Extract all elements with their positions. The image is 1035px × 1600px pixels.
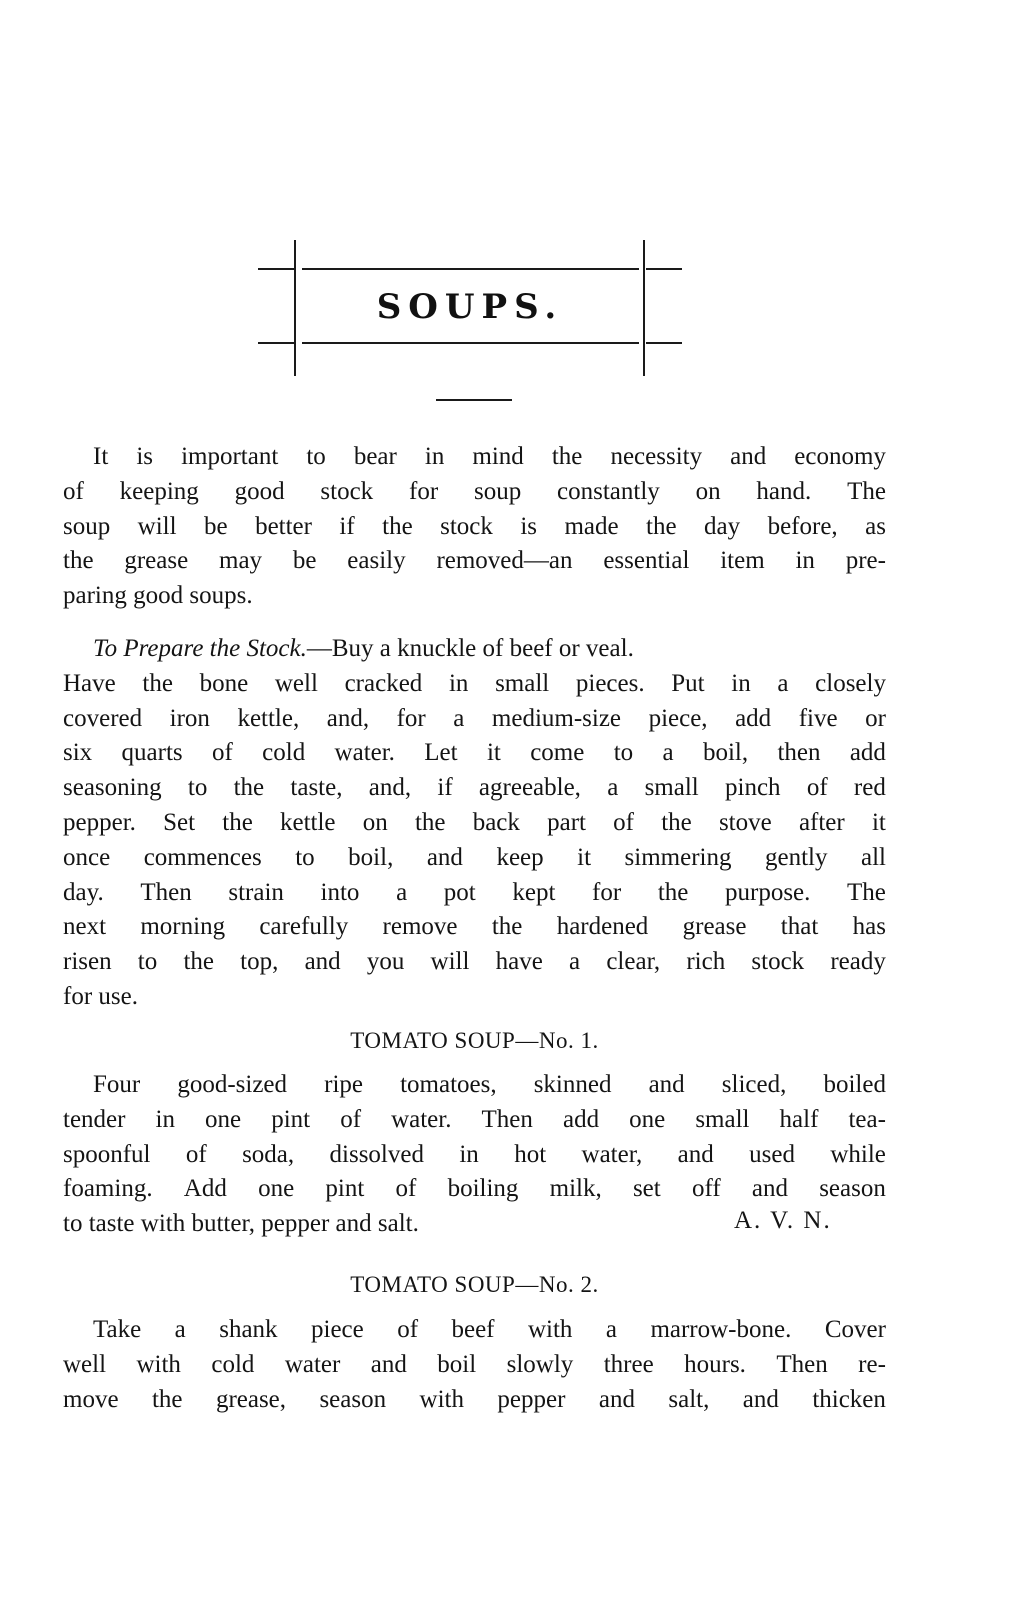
text-line: pepper. Set the kettle on the back part of the stove after it xyxy=(63,808,886,836)
section-title: SOUPS. xyxy=(376,287,564,327)
text-line: It is important to bear in mind the necessity and economy xyxy=(93,443,886,470)
text-line: next morning carefully remove the hardened grease that has xyxy=(63,913,886,941)
title-divider xyxy=(436,399,512,401)
recipe-heading: TOMATO SOUP—No. 1. xyxy=(350,1028,599,1053)
text-line: move the grease, season with pepper and salt, and thicken xyxy=(63,1385,886,1413)
text-line: Have the bone well cracked in small pieces. Put in a closely xyxy=(63,669,886,697)
text-line: the grease may be easily removed—an essential item in pre- xyxy=(63,547,886,575)
text-line: risen to the top, and you will have a clear, rich stock ready xyxy=(63,948,886,976)
text-line: for use. xyxy=(63,982,138,1010)
text-line: paring good soups. xyxy=(63,582,253,610)
text-line: spoonful of soda, dissolved in hot water, and used while xyxy=(63,1140,886,1168)
text-line: covered iron kettle, and, for a medium-size piece, add five or xyxy=(63,704,886,732)
recipe-signature: A. V. N. xyxy=(734,1207,832,1234)
recipe-heading: TOMATO SOUP—No. 2. xyxy=(350,1272,599,1297)
text-line: foaming. Add one pint of boiling milk, set off and season xyxy=(63,1175,886,1203)
text-line: Take a shank piece of beef with a marrow-bone. Cover xyxy=(93,1316,886,1343)
stock-first-line: —Buy a knuckle of beef or veal. xyxy=(306,635,634,662)
text-line: soup will be better if the stock is made the day before, as xyxy=(63,512,886,540)
text-line: six quarts of cold water. Let it come to a boil, then add xyxy=(63,739,886,767)
text-line: seasoning to the taste, and, if agreeable, a small pinch of red xyxy=(63,774,886,802)
stock-paragraph xyxy=(63,632,886,1015)
text-line: tender in one pint of water. Then add one small half tea- xyxy=(63,1105,886,1133)
text-line: day. Then strain into a pot kept for the purpose. The xyxy=(63,878,886,906)
text-line: Four good-sized ripe tomatoes, skinned and sliced, boiled xyxy=(93,1071,886,1098)
intro-paragraph xyxy=(63,440,886,614)
text-line: once commences to boil, and keep it simmering gently all xyxy=(63,843,886,871)
recipe-2-body xyxy=(63,1313,886,1417)
text-line: to taste with butter, pepper and salt. xyxy=(63,1210,419,1238)
text-line xyxy=(63,632,886,667)
stock-lead: To Prepare the Stock. xyxy=(93,635,307,662)
text-line: well with cold water and boil slowly three hours. Then re- xyxy=(63,1350,886,1378)
text-line: of keeping good stock for soup constantly on hand. The xyxy=(63,477,886,505)
